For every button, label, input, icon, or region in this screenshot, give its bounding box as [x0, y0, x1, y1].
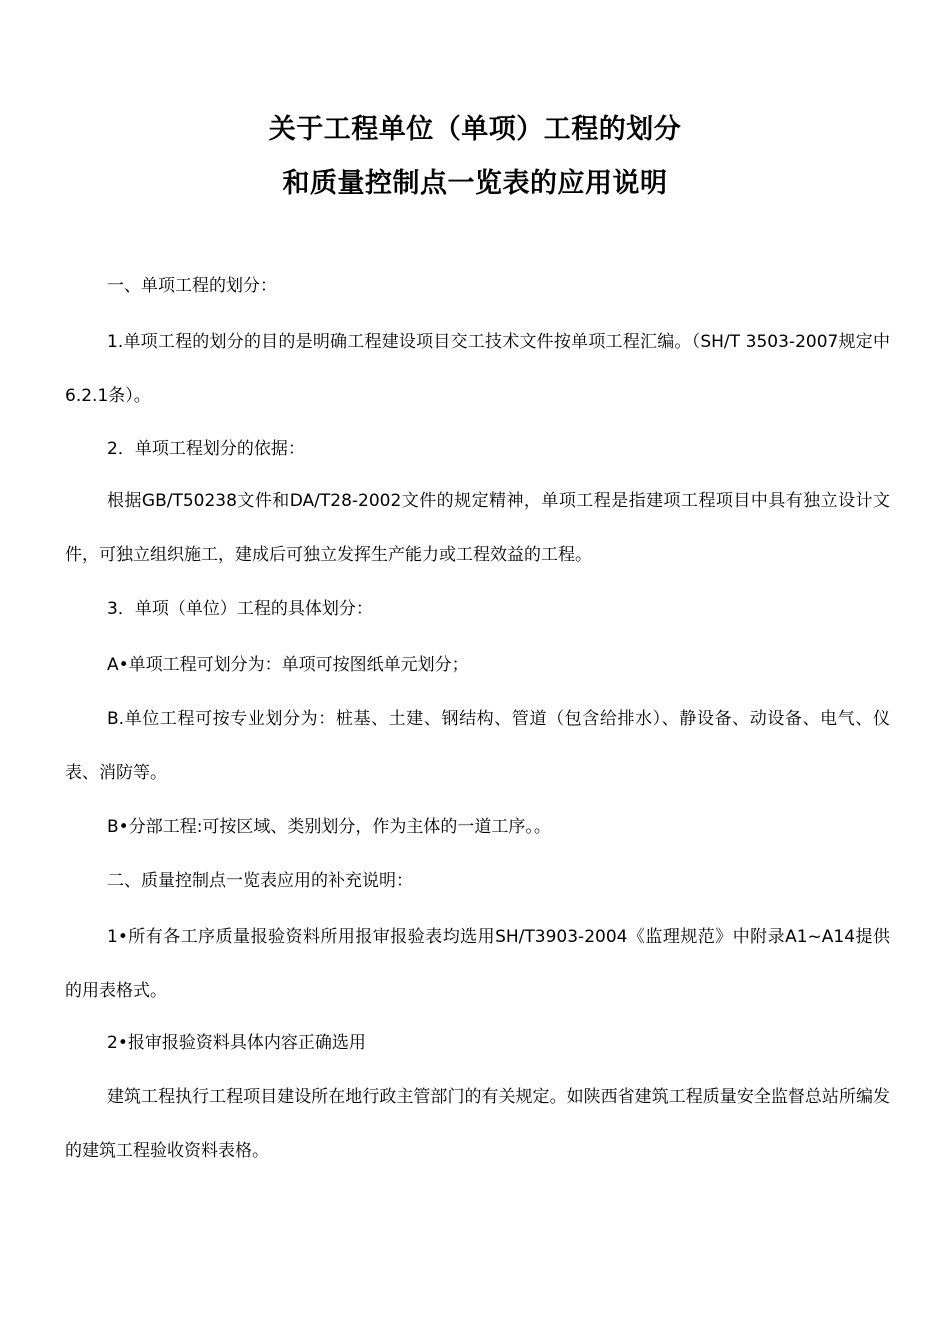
paragraph-b-unit: B.单位工程可按专业划分为：桩基、土建、钢结构、管道（包含给排水）、静设备、动设备、电气、仪表、消防等。: [65, 709, 890, 783]
paragraph-1-1: 1.单项工程的划分的目的是明确工程建设项目交工技术文件按单项工程汇编。（SH/T 3503-2007规定中6.2.1条）。: [65, 332, 890, 406]
paragraph-2-2: 2•报审报验资料具体内容正确选用: [107, 1033, 366, 1053]
paragraph-2-1: 1•所有各工序质量报验资料所用报审报验表均选用SH/T3903-2004《监理规范》中附录A1~A14提供的用表格式。: [65, 927, 890, 1001]
paragraph-building: 建筑工程执行工程项目建设所在地行政主管部门的有关规定。如陕西省建筑工程质量安全监督总站所编发的建筑工程验收资料表格。: [65, 1087, 890, 1161]
paragraph-b-sub: B•分部工程:可按区域、类别划分，作为主体的一道工序。。: [107, 817, 551, 837]
paragraph-1-2: 2．单项工程划分的依据：: [107, 439, 305, 459]
paragraph-basis: 根据GB/T50238文件和DA/T28-2002文件的规定精神，单项工程是指建项工程项目中具有独立设计文件，可独立组织施工，建成后可独立发挥生产能力或工程效益的工程。: [65, 491, 890, 565]
section-heading-2: 二、质量控制点一览表应用的补充说明：: [107, 871, 413, 891]
document-title-line2: 和质量控制点一览表的应用说明: [282, 168, 668, 199]
section-heading-1: 一、单项工程的划分：: [107, 276, 277, 296]
paragraph-1-3: 3．单项（单位）工程的具体划分：: [107, 599, 373, 619]
paragraph-a: A•单项工程可划分为：单项可按图纸单元划分；: [107, 655, 469, 675]
document-title-line1: 关于工程单位（单项）工程的划分: [268, 114, 682, 145]
